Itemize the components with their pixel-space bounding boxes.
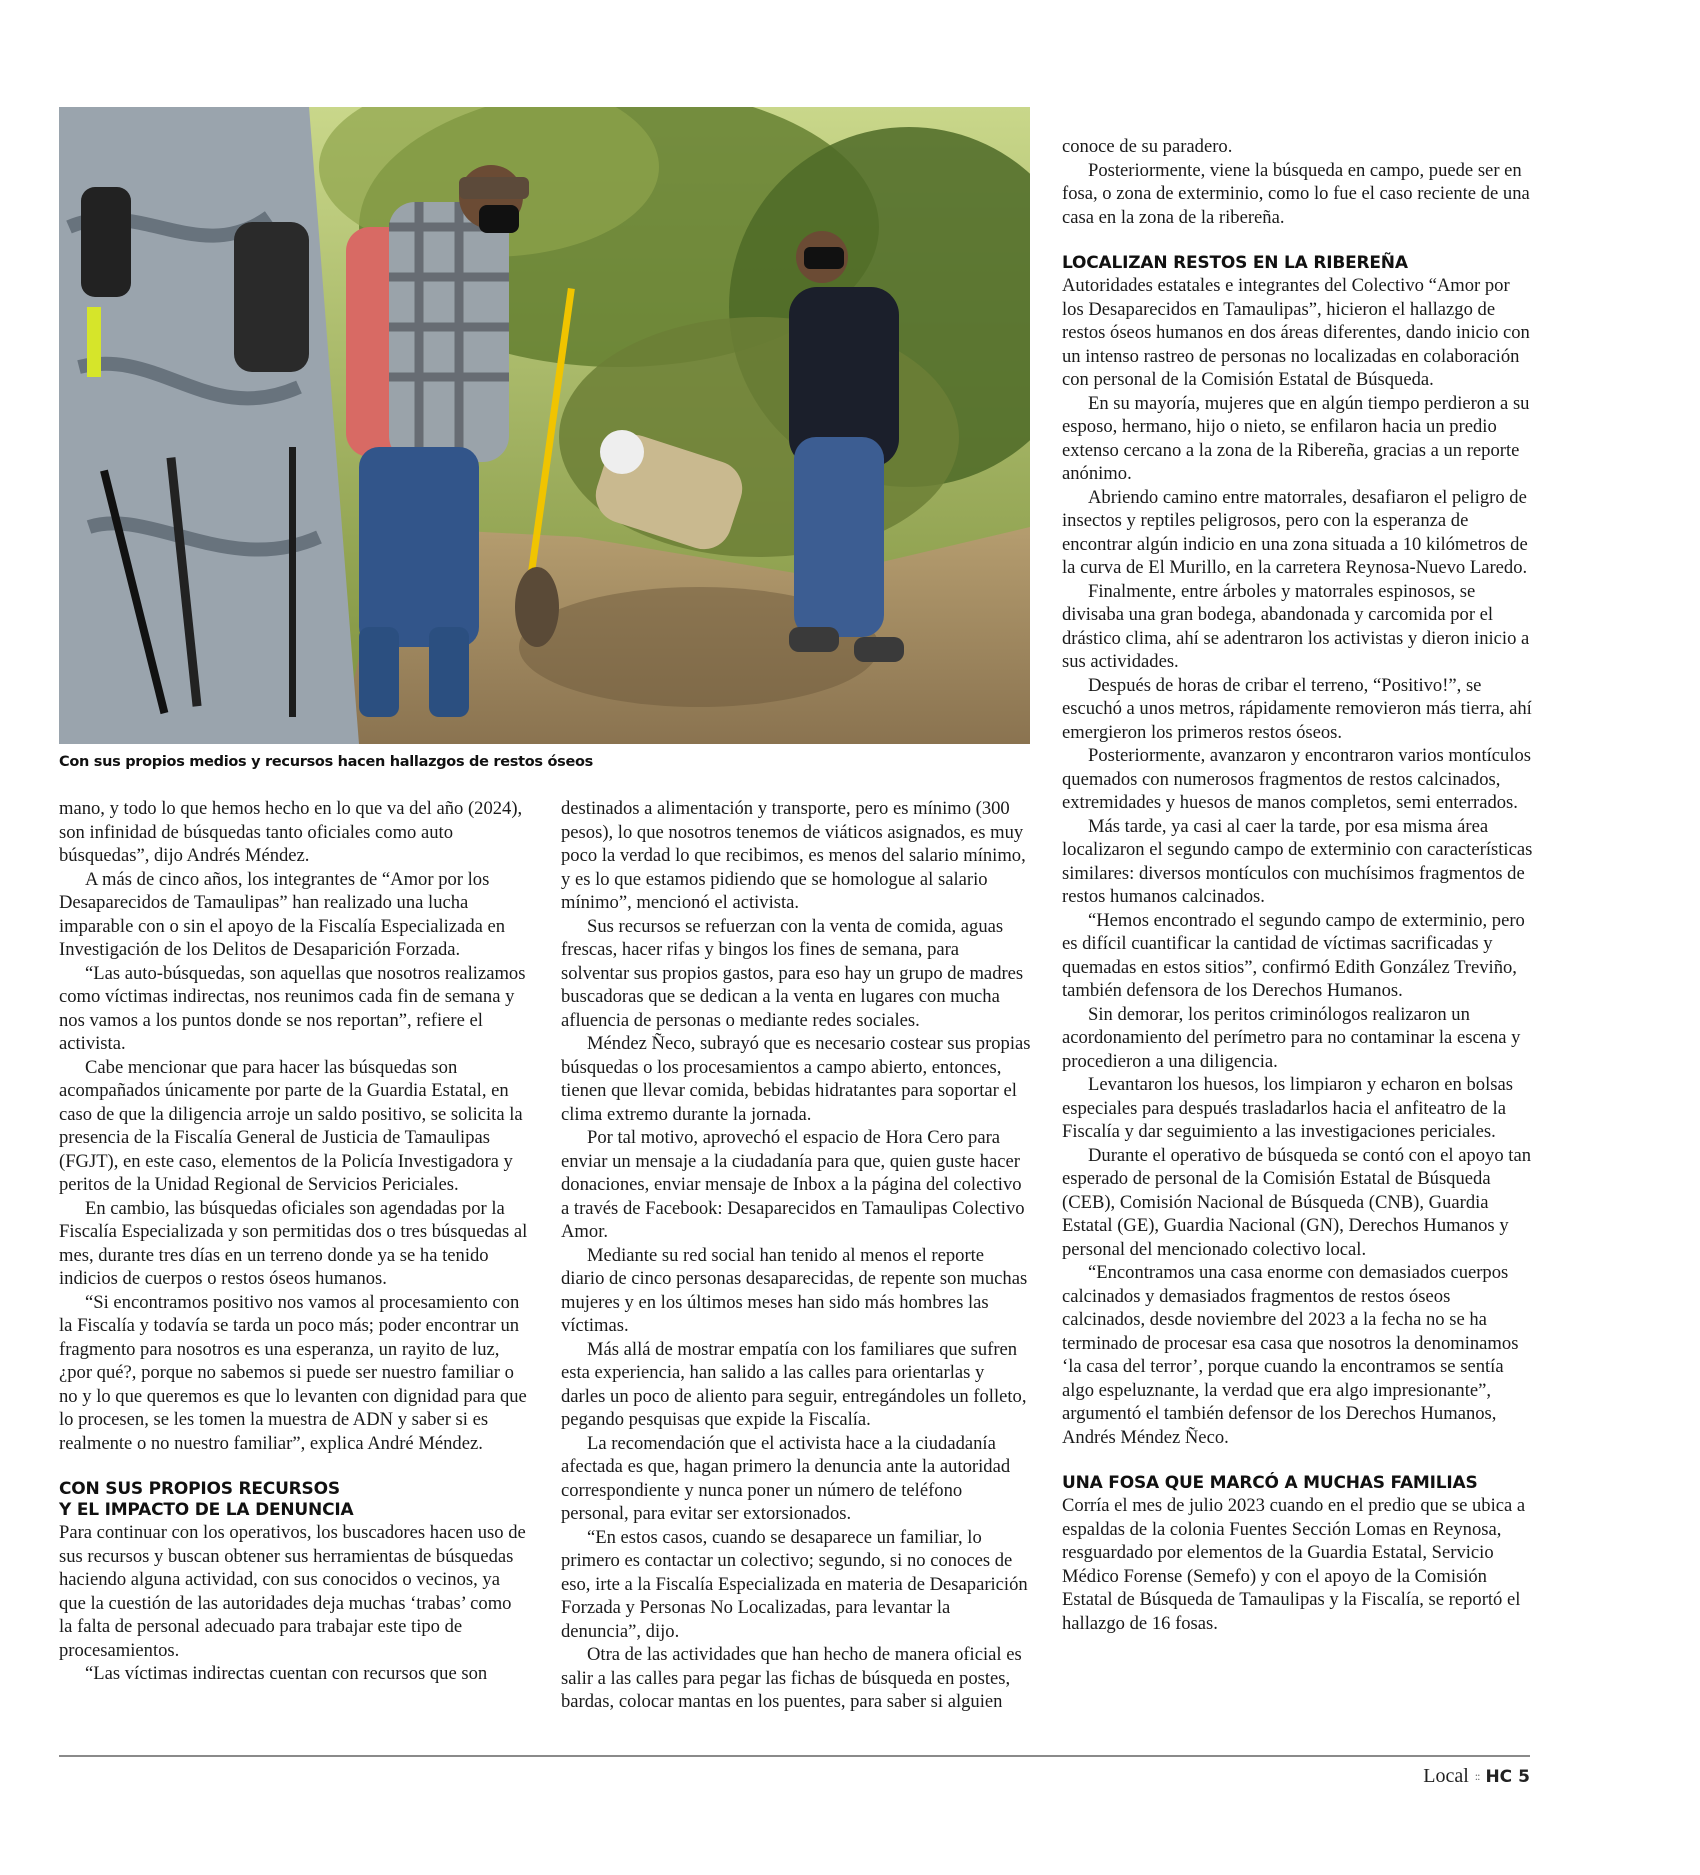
paragraph: Cabe mencionar que para hacer las búsquedas son acompañados únicamente por parte de la Guardia Estatal, en caso de que la diligencia arroje un saldo positivo, se solicita la presencia de la Fiscalía General de Justicia de Tamaulipas (FGJT), en este caso, elementos de la Policía Investigadora y peritos de la Unidad Regional de Servicios Periciales. [59, 1056, 523, 1195]
paragraph: A más de cinco años, los integrantes de “Amor por los Desaparecidos de Tamaulipas” han realizado una lucha imparable con o sin el apoyo de la Fiscalía Especializada en Investigación de los Delitos de Desaparición Forzada. [59, 868, 506, 960]
article-column-3 [1062, 135, 1534, 1635]
paragraph: Para continuar con los operativos, los buscadores hacen uso de sus recursos y buscan obtener sus herramientas de búsquedas haciendo alguna actividad, con sus conocidos o vecinos, ya que la cuestión de las autoridades deja muchas ‘trabas’ como la falta de personal adecuado para trabajar este tipo de procesamientos. [59, 1522, 526, 1661]
footer-divider [59, 1755, 1530, 1757]
paragraph: Otra de las actividades que han hecho de manera oficial es salir a las calles para pegar las fichas de búsqueda en postes, bardas, colocar mantas en los puentes, para saber si alguien [561, 1644, 1022, 1712]
article-column-1 [59, 797, 529, 1686]
section-heading-line: CON SUS PROPIOS RECURSOS [59, 1479, 340, 1499]
section-heading: LOCALIZAN RESTOS EN LA RIBEREÑA [1062, 253, 1408, 273]
paragraph: Durante el operativo de búsqueda se contó con el apoyo tan esperado de personal de la Comisión Estatal de Búsqueda (CEB), Comisión Nacional de Búsqueda (CNB), Guardia Estatal (GE), Guardia Nacional (GN), Derechos Humanos y personal del mencionado colectivo local. [1062, 1144, 1531, 1260]
paragraph: Levantaron los huesos, los limpiaron y echaron en bolsas especiales para después trasladarlos hacia el anfiteatro de la Fiscalía y dar seguimiento a las investigaciones periciales. [1062, 1074, 1513, 1142]
page-number: 5 [1518, 1766, 1530, 1787]
paragraph: Más tarde, ya casi al caer la tarde, por esa misma área localizaron el segundo campo de exterminio con características similares: diversos montículos con muchísimos fragmentos de restos humanos calcinados. [1062, 815, 1533, 907]
paragraph: La recomendación que el activista hace a la ciudadanía afectada es que, hagan primero la denuncia ante la autoridad correspondiente y nunca poner un número de teléfono personal, para evitar ser extorsionados. [561, 1432, 1011, 1524]
section-heading: UNA FOSA QUE MARCÓ A MUCHAS FAMILIAS [1062, 1473, 1478, 1493]
paragraph: Por tal motivo, aprovechó el espacio de Hora Cero para enviar un mensaje a la ciudadanía para que, quien guste hacer donaciones, enviar mensaje de Inbox a la página del colectivo a través de Facebook: Desaparecidos en Tamaulipas Colectivo Amor. [561, 1127, 1025, 1242]
paragraph: “Hemos encontrado el segundo campo de exterminio, pero es difícil cuantificar la cantidad de víctimas sacrificadas y quemadas en estos sitios”, confirmó Edith González Treviño, también defensora de los Derechos Humanos. [1062, 909, 1525, 1001]
paragraph: Más allá de mostrar empatía con los familiares que sufren esta experiencia, han salido a las calles para orientarlas y darles un poco de aliento para seguir, entregándoles un folleto, pegando pesquisas que expide la Fiscalía. [561, 1338, 1027, 1430]
paragraph: Corría el mes de julio 2023 cuando en el predio que se ubica a espaldas de la colonia Fuentes Sección Lomas en Reynosa, resguardado por elementos de la Guardia Estatal, Servicio Médico Forense (Semefo) y con el apoyo de la Comisión Estatal de Búsqueda de Tamaulipas y la Fiscalía, se reportó el hallazgo de 16 fosas. [1062, 1495, 1526, 1634]
paragraph: Posteriormente, viene la búsqueda en campo, puede ser en fosa, o zona de exterminio, como lo fue el caso reciente de una casa en la zona de la ribereña. [1062, 159, 1530, 228]
paragraph: Sin demorar, los peritos criminólogos realizaron un acordonamiento del perímetro para no contaminar la escena y procedieron a una diligencia. [1062, 1003, 1521, 1072]
paragraph: Mediante su red social han tenido al menos el reporte diario de cinco personas desaparecidas, de repente son muchas mujeres y en los últimos meses han sido más hombres las víctimas. [561, 1244, 1028, 1336]
paragraph: destinados a alimentación y transporte, pero es mínimo (300 pesos), lo que nosotros tenemos de viáticos asignados, es muy poco la verdad lo que recibimos, es menos del salario mínimo, y es lo que estamos pidiendo que se homologue al salario mínimo”, mencionó el activista. [561, 798, 1026, 913]
paragraph: “Si encontramos positivo nos vamos al procesamiento con la Fiscalía y todavía se tarda un poco más; poder encontrar un fragmento para nosotros es una esperanza, un rayito de luz, ¿por qué?, porque no sabemos si puede ser nuestro familiar o no y lo que queremos es que lo levanten con dignidad para que lo procesen, se les tomen la muestra de ADN y saber si es realmente o no nuestro familiar”, explica André Méndez. [59, 1291, 527, 1454]
paragraph: Autoridades estatales e integrantes del Colectivo “Amor por los Desaparecidos en Tamaulipas”, hicieron el hallazgo de restos óseos humanos en dos áreas diferentes, dando inicio con un intenso rastreo de personas no localizadas en colaboración con personal de la Comisión Estatal de Búsqueda. [1062, 275, 1530, 390]
article-column-2 [561, 797, 1031, 1714]
paragraph: Méndez Ñeco, subrayó que es necesario costear sus propias búsquedas o los procesamientos a campo abierto, entonces, tienen que llevar comida, bebidas hidratantes para soportar el clima extremo durante la jornada. [561, 1033, 1031, 1125]
section-name: Local [1423, 1765, 1469, 1787]
photo-caption: Con sus propios medios y recursos hacen hallazgos de restos óseos [59, 754, 594, 770]
paragraph: En cambio, las búsquedas oficiales son agendadas por la Fiscalía Especializada y son permitidas dos o tres búsquedas al mes, durante tres días en un terreno donde ya se ha tenido indicios de cuerpos o restos óseos humanos. [59, 1197, 528, 1289]
page-footer [1423, 1765, 1530, 1788]
paragraph: “En estos casos, cuando se desaparece un familiar, lo primero es contactar un colectivo; segundo, si no conoces de eso, irte a la Fiscalía Especializada en materia de Desaparición Forzada y Personas No Localizadas, para levantar la denuncia”, dijo. [561, 1526, 1028, 1642]
separator: :: [1474, 1769, 1480, 1783]
section-heading [59, 1479, 529, 1521]
paragraph: “Las auto-búsquedas, son aquellas que nosotros realizamos como víctimas indirectas, nos reunimos cada fin de semana y nos vamos a los puntos donde se nos reportan”, refiere el activista. [59, 962, 526, 1054]
section-heading-line: Y EL IMPACTO DE LA DENUNCIA [59, 1500, 354, 1520]
paragraph: Sus recursos se refuerzan con la venta de comida, aguas frescas, hacer rifas y bingos los fines de semana, para solventar sus propios gastos, para eso hay un grupo de madres buscadoras que se dedican a la venta en lugares con mucha afluencia de personas o mediante redes sociales. [561, 915, 1024, 1031]
paragraph: conoce de su paradero. [1062, 136, 1233, 157]
article-photo [59, 107, 1030, 744]
paragraph: “Las víctimas indirectas cuentan con recursos que son [85, 1663, 488, 1684]
paragraph: “Encontramos una casa enorme con demasiados cuerpos calcinados y demasiados fragmentos de restos óseos calcinados, desde noviembre del 2023 a la fecha no se ha terminado de procesar esa casa que nosotros la denominamos ‘la casa del terror’, porque cuando la encontramos se sentía algo espeluznante, la verdad que era algo impresionante”, argumentó el también defensor de los Derechos Humanos, Andrés Méndez Ñeco. [1062, 1262, 1519, 1448]
paragraph: Después de horas de cribar el terreno, “Positivo!”, se escuchó a unos metros, rápidamente removieron más tierra, ahí emergieron los primeros restos óseos. [1062, 674, 1532, 743]
paragraph: Finalmente, entre árboles y matorrales espinosos, se divisaba una gran bodega, abandonada y carcomida por el drástico clima, ahí se adentraron los activistas y dieron inicio a sus actividades. [1062, 580, 1530, 672]
paragraph: mano, y todo lo que hemos hecho en lo que va del año (2024), son infinidad de búsquedas tanto oficiales como auto búsquedas”, dijo Andrés Méndez. [59, 798, 523, 866]
paragraph: Abriendo camino entre matorrales, desafiaron el peligro de insectos y reptiles peligrosos, pero con la esperanza de encontrar algún indicio en una zona situada a 10 kilómetros de la curva de El Murillo, en la carretera Reynosa-Nuevo Laredo. [1062, 486, 1528, 578]
paragraph: Posteriormente, avanzaron y encontraron varios montículos quemados con numerosos fragmentos de restos calcinados, extremidades y huesos de manos completos, semi enterrados. [1062, 745, 1532, 813]
photo-illustration [59, 107, 1030, 744]
brand-logo: HC [1485, 1766, 1513, 1787]
paragraph: En su mayoría, mujeres que en algún tiempo perdieron a su esposo, hermano, hijo o nieto, se enfilaron hacia un predio extenso cercano a la zona de la Ribereña, gracias a un reporte anónimo. [1062, 392, 1530, 484]
